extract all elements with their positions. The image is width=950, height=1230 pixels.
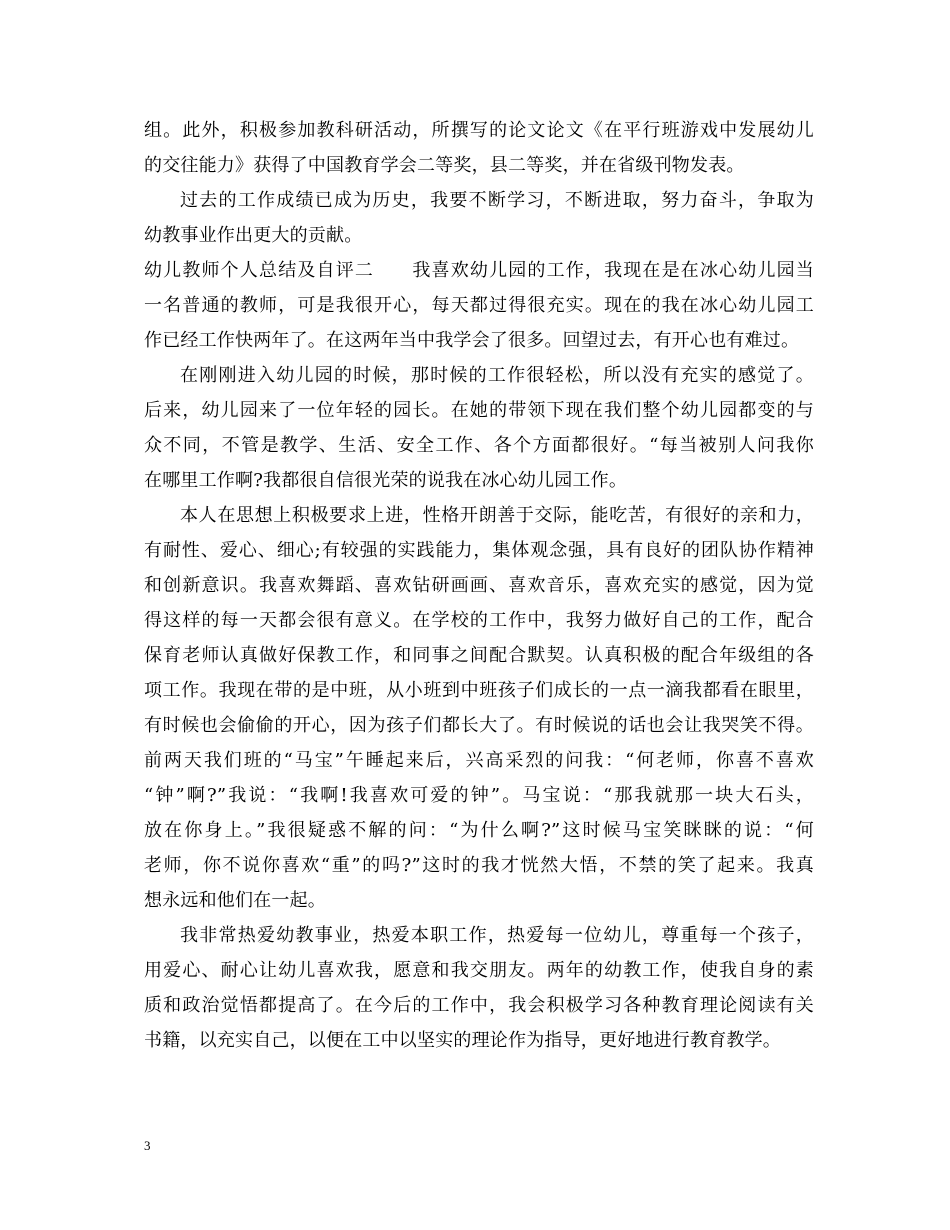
text-line: 后来，幼儿园来了一位年轻的园长。在她的带领下现在我们整个幼儿园都变的与 [144,400,814,421]
text-line: 老师，你不说你喜欢“重”的吗?”这时的我才恍然大悟，不禁的笑了起来。我真 [144,855,814,876]
text-line: 和创新意识。我喜欢舞蹈、喜欢钻研画画、喜欢音乐，喜欢充实的感觉，因为觉 [144,575,814,596]
text-line: 质和政治觉悟都提高了。在今后的工作中，我会积极学习各种教育理论阅读有关 [144,995,814,1016]
text-line: 书籍，以充实自己，以便在工中以坚实的理论作为指导，更好地进行教育教学。 [144,1030,781,1051]
text-line: 有耐性、爱心、细心;有较强的实践能力，集体观念强，具有良好的团队协作精神 [144,540,814,561]
page-number: 3 [144,1138,151,1153]
text-line: 得这样的每一天都会很有意义。在学校的工作中，我努力做好自己的工作，配合 [144,610,814,631]
text-line: 我非常热爱幼教事业，热爱本职工作，热爱每一位幼儿，尊重每一个孩子， [180,925,814,946]
text-line: 在刚刚进入幼儿园的时候，那时候的工作很轻松，所以没有充实的感觉了。 [180,365,814,386]
body-text [144,113,814,1058]
text-line: 幼儿教师个人总结及自评二 我喜欢幼儿园的工作，我现在是在冰心幼儿园当 [144,260,814,281]
text-line: 幼教事业作出更大的贡献。 [144,225,363,246]
text-line: 作已经工作快两年了。在这两年当中我学会了很多。回望过去，有开心也有难过。 [144,330,800,351]
text-line: 保育老师认真做好保教工作，和同事之间配合默契。认真积极的配合年级组的各 [144,645,814,666]
text-line: 在哪里工作啊?我都很自信很光荣的说我在冰心幼儿园工作。 [144,470,628,491]
text-line: 组。此外，积极参加教科研活动，所撰写的论文论文《在平行班游戏中发展幼儿 [144,120,814,141]
text-line: “钟”啊?”我说：“我啊!我喜欢可爱的钟”。马宝说：“那我就那一块大石头， [144,785,814,806]
text-line: 本人在思想上积极要求上进，性格开朗善于交际，能吃苦，有很好的亲和力， [180,505,814,526]
text-line: 放在你身上。”我很疑惑不解的问：“为什么啊?”这时候马宝笑眯眯的说：“何 [144,820,814,841]
text-line: 有时候也会偷偷的开心，因为孩子们都长大了。有时候说的话也会让我哭笑不得。 [144,715,814,736]
text-line: 众不同，不管是教学、生活、安全工作、各个方面都很好。“每当被别人问我你 [144,435,814,456]
text-line: 过去的工作成绩已成为历史，我要不断学习，不断进取，努力奋斗，争取为 [180,190,814,211]
text-line: 前两天我们班的“马宝”午睡起来后，兴高采烈的问我：“何老师，你喜不喜欢 [144,750,814,771]
text-line: 项工作。我现在带的是中班，从小班到中班孩子们成长的一点一滴我都看在眼里， [144,680,814,701]
text-line: 想永远和他们在一起。 [144,890,326,911]
text-line: 的交往能力》获得了中国教育学会二等奖，县二等奖，并在省级刊物发表。 [144,155,745,176]
text-line: 用爱心、耐心让幼儿喜欢我，愿意和我交朋友。两年的幼教工作，使我自身的素 [144,960,814,981]
text-line: 一名普通的教师，可是我很开心，每天都过得很充实。现在的我在冰心幼儿园工 [144,295,814,316]
